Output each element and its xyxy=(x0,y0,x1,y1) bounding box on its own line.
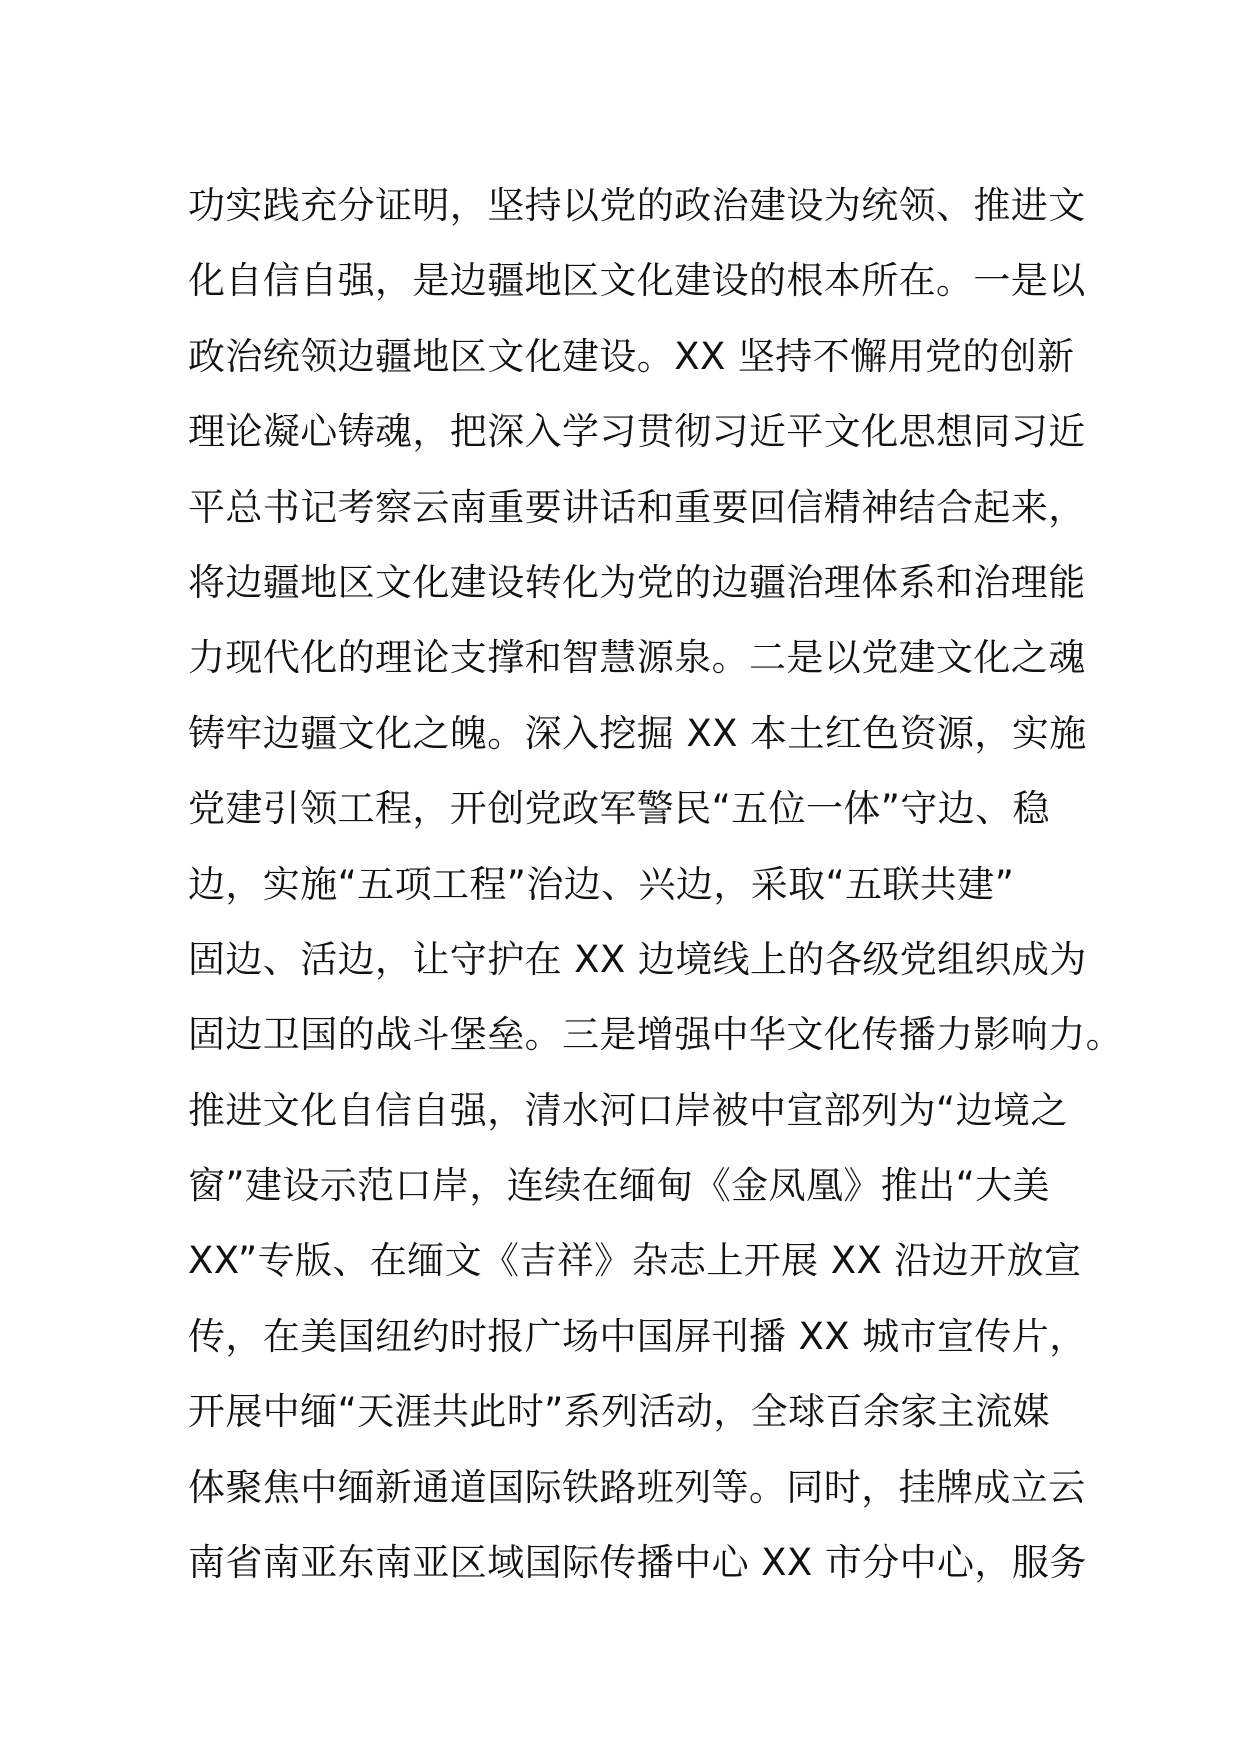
text-line: 化自信自强，是边疆地区文化建设的根本所在。一是以 xyxy=(188,259,1086,303)
text-line: 政治统领边疆地区文化建设。XX 坚持不懈用党的创新 xyxy=(188,334,1075,378)
text-line: 功实践充分证明，坚持以党的政治建设为统领、推进文 xyxy=(188,184,1086,227)
text-line: 体聚焦中缅新通道国际铁路班列等。同时，挂牌成立云 xyxy=(188,1465,1086,1509)
text-line: 铸牢边疆文化之魄。深入挖掘 XX 本土红色资源，实施 xyxy=(188,711,1087,755)
text-line: 南省南亚东南亚区域国际传播中心 XX 市分中心，服务 xyxy=(188,1541,1087,1585)
text-line: 理论凝心铸魂，把深入学习贯彻习近平文化思想同习近 xyxy=(188,410,1086,454)
text-line: 推进文化自信自强，清水河口岸被中宣部列为“边境之 xyxy=(188,1088,1068,1132)
body-text xyxy=(188,168,1123,1600)
text-line: 固边、活边，让守护在 XX 边境线上的各级党组织成为 xyxy=(188,937,1087,981)
text-line: 开展中缅“天涯共此时”系列活动，全球百余家主流媒 xyxy=(188,1390,1050,1434)
text-line: 窗”建设示范口岸，连续在缅甸《金凤凰》推出“大美 xyxy=(188,1164,1050,1208)
text-line: 将边疆地区文化建设转化为党的边疆治理体系和治理能 xyxy=(188,560,1086,604)
text-line: XX”专版、在缅文《吉祥》杂志上开展 XX 沿边开放宣 xyxy=(188,1239,1082,1283)
text-line: 平总书记考察云南重要讲话和重要回信精神结合起来， xyxy=(188,485,1086,529)
text-line: 力现代化的理论支撑和智慧源泉。二是以党建文化之魂 xyxy=(188,636,1086,680)
text-line: 固边卫国的战斗堡垒。三是增强中华文化传播力影响力。 xyxy=(188,1013,1123,1057)
text-line: 党建引领工程，开创党政军警民“五位一体”守边、稳 xyxy=(188,787,1050,831)
text-line: 边，实施“五项工程”治边、兴边，采取“五联共建” xyxy=(188,862,1015,906)
text-line: 传，在美国纽约时报广场中国屏刊播 XX 城市宣传片， xyxy=(188,1314,1087,1358)
